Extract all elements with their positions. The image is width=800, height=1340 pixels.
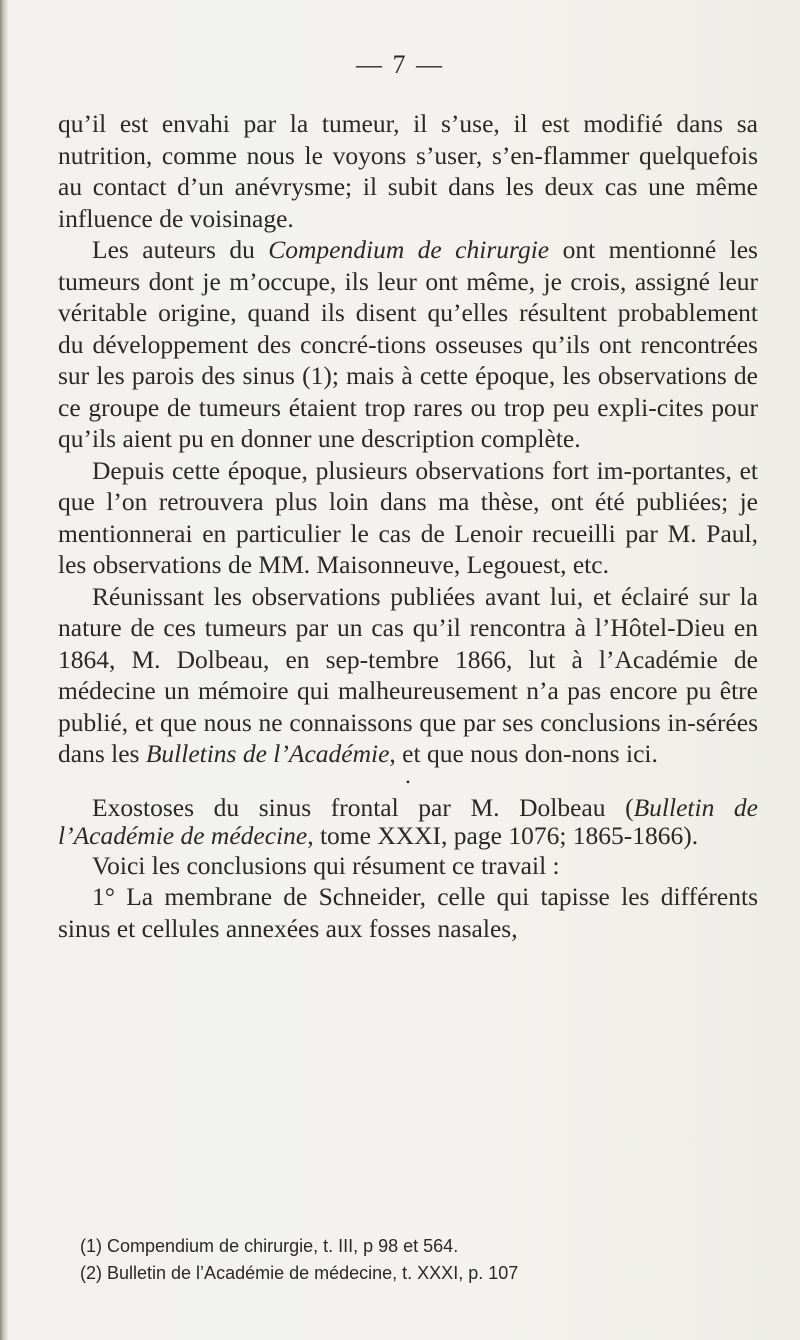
exostoses-reference (58, 794, 758, 850)
paragraph (58, 108, 758, 234)
body-text (58, 108, 758, 944)
italic-title: Bulletin de l’Académie de médecine (58, 792, 758, 850)
text-run: Exostoses du sinus frontal par M. Dolbeau ( (92, 792, 634, 822)
footnote: (2) Bulletin de l’Académie de médecine, t. XXXI, p. 107 (80, 1263, 519, 1283)
footnotes (80, 1233, 760, 1287)
paragraph (58, 581, 758, 770)
page-binding-edge (0, 0, 8, 1340)
footnote: (1) Compendium de chirurgie, t. III, p 98 et 564. (80, 1236, 459, 1256)
italic-title: Bulletins de l’Académie (145, 739, 390, 768)
paragraph (58, 455, 758, 581)
conclusion-1: 1° La membrane de Schneider, celle qui tapisse les différents sinus et cellules annexées aux fosses nasales, (58, 882, 758, 943)
italic-title: Compendium de chirurgie (268, 235, 550, 264)
text-run: Les auteurs du (92, 235, 269, 264)
paragraph (58, 234, 758, 455)
conclusions-intro: Voici les conclusions qui résument ce travail : (92, 850, 560, 880)
text-run: Depuis cette époque, plusieurs observations fort im-portantes, et que l’on retrouvera plus loin dans ma thèse, ont été publiées; je mentionnerai en particulier le cas de Lenoir recueilli par M. Paul, les observations de MM. Maisonneuve, Legouest, etc. (58, 455, 758, 579)
text-run: qu’il est envahi par la tumeur, il s’use, il est modifié dans sa nutrition, comme nous le voyons s’user, s’en-flammer quelquefois au contact d’un anévrysme; il subit dans les deux cas une même influence de voisinage. (58, 109, 758, 233)
section-bullet: • (405, 774, 411, 789)
text-run: , tome XXXI, page 1076; 1865-1866). (307, 820, 699, 850)
text-run: , et que nous don-nons ici. (389, 739, 658, 768)
text-run: Réunissant les observations publiées avant lui, et éclairé sur la nature de ces tumeurs par un cas qu’il rencontra à l’Hôtel-Dieu en 1864, M. Dolbeau, en sep-tembre 1866, lut à l’Académie de médecine un mémoire qui malheureusement n’a pas encore pu être publié, et que nous ne connaissons que par ses conclusions in-sérées dans les (58, 581, 758, 768)
text-run: ont mentionné les tumeurs dont je m’occupe, ils leur ont même, je crois, assigné leur véritable origine, quand ils disent qu’elles résultent probablement du développement des concré-tions osseuses qu’ils ont rencontrées sur les parois des sinus (1); mais à cette époque, les observations de ce groupe de tumeurs étaient trop rares ou trop peu expli-cites pour qu’ils aient pu en donner une description complète. (58, 235, 758, 453)
page-number: — 7 — (356, 50, 444, 79)
